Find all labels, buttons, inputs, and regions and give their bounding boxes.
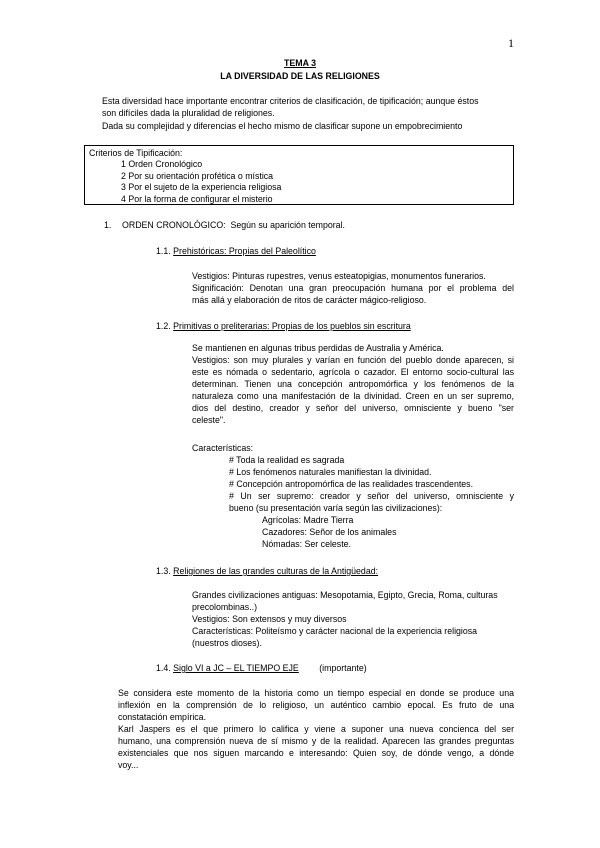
s12-civilization: Cazadores: Señor de los animales — [262, 527, 397, 537]
subsection-1-4-heading — [156, 663, 367, 674]
intro-line-2: son difíciles dada la pluralidad de religiones. — [102, 108, 275, 118]
s11-significacion-2: más allá y elaboración de ritos de carácter mágico-religioso. — [192, 295, 427, 305]
s12-paragraph-line: Se mantienen en algunas tribus perdidas de Australia y América. — [192, 343, 444, 353]
section-1-number: 1. — [104, 220, 112, 230]
s12-feature-continued: bueno (su presentación varía según las civilizaciones): — [229, 503, 443, 513]
intro-line-1: Esta diversidad hace importante encontrar criterios de clasificación, de tipificación; aunque éstos — [102, 96, 479, 106]
subsection-1-2-heading — [156, 321, 411, 332]
section-1-title: ORDEN CRONOLÓGICO: — [122, 220, 226, 230]
s12-feature: # Concepción antropomórfica de las realidades trascendentes. — [229, 479, 474, 489]
s14-line: Se considera este momento de la historia como un tiempo especial en donde se produce una — [118, 688, 514, 698]
s12-civilization: Agrícolas: Madre Tierra — [262, 515, 354, 525]
subsection-1-3-heading — [156, 566, 378, 577]
s14-line: existenciales que nos siguen marcando e interesando: Quien soy, de dónde vengo, a dónde — [118, 748, 514, 758]
s13-line: Características: Politeísmo y carácter nacional de la experiencia religiosa — [192, 626, 478, 636]
s12-civilization: Nómadas: Ser celeste. — [262, 539, 351, 549]
s13-line: Vestigios: Son extensos y muy diversos — [192, 614, 347, 624]
s12-paragraph-line: determinan. Tienen una concepción antropomórfica y los fenómenos de la — [192, 379, 514, 389]
s11-vestigios: Vestigios: Pinturas rupestres, venus esteatopigias, monumentos funerarios. — [192, 271, 486, 281]
page-title: LA DIVERSIDAD DE LAS RELIGIONES — [220, 71, 380, 81]
intro-line-3: Dada su complejidad y diferencias el hecho mismo de clasificar supone un empobrecimiento — [102, 121, 463, 131]
subsection-1-1-heading — [156, 246, 316, 257]
s12-feature: # Los fenómenos naturales manifiestan la divinidad. — [229, 467, 432, 477]
subsection-1-3-number: 1.3. — [156, 566, 171, 576]
s13-line: Grandes civilizaciones antiguas: Mesopotamia, Egipto, Grecia, Roma, culturas — [192, 590, 498, 600]
s12-paragraph-line: Vestigios: son muy plurales y varían en función del pueblo donde aparecen, si — [192, 355, 514, 365]
s12-paragraph-line: dios del destino, creador y señor del universo, omnisciente y bueno "ser — [192, 403, 514, 413]
s12-feature: # Un ser supremo: creador y señor del universo, omnisciente y — [229, 491, 514, 501]
s11-significacion-1: Significación: Denotan una gran preocupación humana por el problema del — [192, 283, 514, 293]
criteria-title: Criterios de Tipificación: — [89, 148, 183, 158]
s14-line: constatación empírica. — [118, 712, 207, 722]
subsection-1-4-title: Siglo VI a JC – EL TIEMPO EJE — [173, 663, 299, 673]
subsection-1-1-number: 1.1. — [156, 246, 171, 256]
s12-paragraph-line: naturaleza como una manifestación de la divinidad. Creen en un ser supremo, — [192, 391, 514, 401]
s13-line: (nuestros dioses). — [192, 638, 262, 648]
subsection-1-4-note: (importante) — [319, 663, 367, 673]
criteria-box — [84, 145, 514, 205]
criteria-item: 1 Orden Cronológico — [121, 159, 203, 170]
s14-line: voy... — [118, 760, 139, 770]
s14-line: inflexión en la comprensión de lo religioso, un auténtico cambio epocal. Es fruto de una — [118, 700, 514, 710]
s12-paragraph-line: celeste". — [192, 415, 226, 425]
s14-line: Karl Jaspers es el que primero lo califica y viene a suponer una nueva concienca del ser — [118, 724, 514, 734]
subsection-1-1-title: Prehistóricas: Propias del Paleolítico — [173, 246, 316, 256]
criteria-item: 4 Por la forma de configurar el misterio — [121, 193, 273, 204]
criteria-item: 3 Por el sujeto de la experiencia religiosa — [121, 182, 282, 193]
subsection-1-2-title: Primitivas o preliterarias: Propias de los pueblos sin escritura — [173, 321, 411, 331]
s14-line: humano, una comprensión nueva de sí mismo y de la realidad. Aparecen las grandes preguntas — [118, 736, 514, 746]
section-1-subtitle: Según su aparición temporal. — [230, 220, 345, 230]
s13-line: precolombinas..) — [192, 602, 258, 612]
subsection-1-3-title: Religiones de las grandes culturas de la Antigüedad: — [173, 566, 379, 576]
s12-features-title: Características: — [192, 443, 254, 453]
subsection-1-2-number: 1.2. — [156, 321, 171, 331]
s12-feature: # Toda la realidad es sagrada — [229, 455, 345, 465]
page-number: 1 — [508, 36, 514, 50]
criteria-item: 2 Por su orientación profética o mística — [121, 170, 274, 181]
s12-paragraph-line: este es nómada o sedentario, agrícola o cazador. El entorno socio-cultural las — [192, 367, 514, 377]
subsection-1-4-number: 1.4. — [156, 663, 171, 673]
section-1-heading — [122, 220, 345, 231]
tema-label: TEMA 3 — [284, 58, 316, 68]
